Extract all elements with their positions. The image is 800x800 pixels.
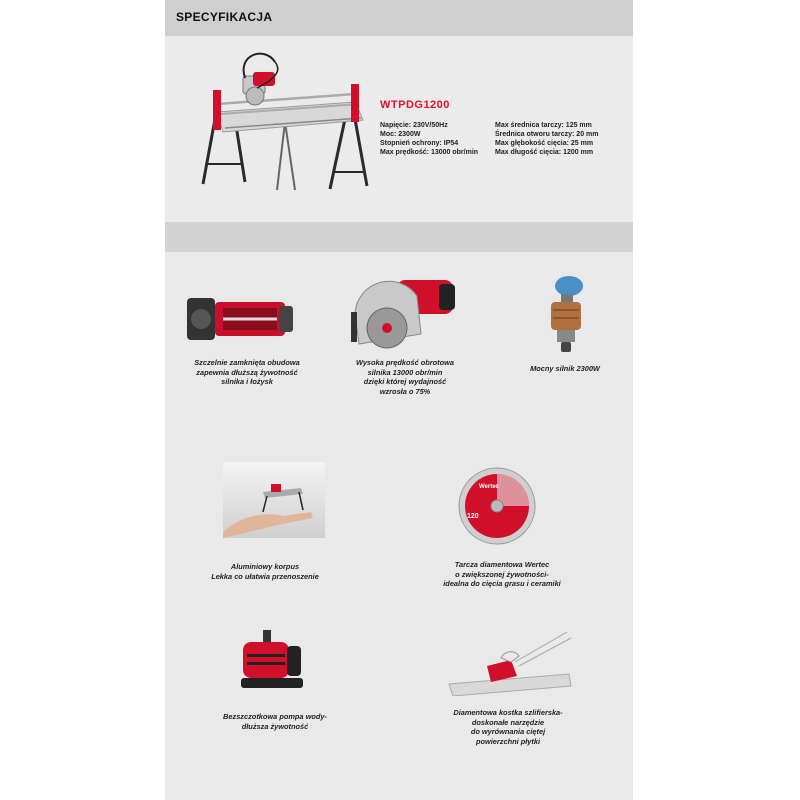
- saw-head-image: [347, 274, 462, 354]
- feature-caption-water-pump: Bezszczotkowa pompa wody- dłuższa żywotność: [223, 712, 327, 731]
- features-section: [165, 252, 633, 800]
- spec-cut-depth: Max głębokość cięcia: 25 mm: [495, 140, 594, 147]
- spec-speed: Max prędkość: 13000 obr/min: [380, 149, 479, 156]
- product-model: WTPDG1200: [380, 99, 450, 111]
- aluminium-body-image: [223, 462, 325, 538]
- disc-size: 120: [467, 513, 479, 520]
- grinding-block-image: [445, 632, 575, 696]
- spec-power: Moc: 2300W: [380, 131, 421, 138]
- feature-caption-aluminium: Aluminiowy korpus Lekka co ułatwia przenoszenie: [211, 562, 319, 581]
- spec-protection: Stopnień ochrony: IP54: [380, 140, 459, 147]
- motor-cutaway-image: [187, 290, 297, 348]
- spec-list-right: [495, 121, 625, 157]
- section-divider: [165, 222, 633, 252]
- spec-disc-diameter: Max średnica tarczy: 125 mm: [495, 122, 592, 129]
- spec-list-left: [380, 121, 505, 157]
- spec-section: [165, 36, 633, 222]
- spec-voltage: Napięcie: 230V/50Hz: [380, 122, 448, 129]
- tile-saw-image: [195, 44, 375, 192]
- spec-title: SPECYFIKACJA: [176, 10, 273, 24]
- feature-caption-motor: Mocny silnik 2300W: [530, 364, 600, 373]
- feature-caption-grinding-block: Diamentowa kostka szlifierska- doskonałe narzędzie do wyrównania ciętej powierzchni płytki: [453, 708, 563, 746]
- diamond-disc-image: [457, 466, 537, 546]
- spec-header: [165, 0, 633, 36]
- armature-image: [533, 272, 593, 354]
- feature-caption-diamond-disc: Tarcza diamentowa Wertec o zwiększonej żywotności- idealna do cięcia grasu i ceramiki: [443, 560, 561, 588]
- spec-cut-length: Max długość cięcia: 1200 mm: [495, 149, 594, 156]
- disc-brand: Wertec: [479, 484, 499, 490]
- water-pump-image: [237, 630, 307, 692]
- spec-disc-bore: Średnica otworu tarczy: 20 mm: [495, 131, 599, 138]
- feature-caption-sealed-housing: Szczelnie zamknięta obudowa zapewnia dłuższą żywotność silnika i łożysk: [194, 358, 300, 386]
- feature-caption-high-speed: Wysoka prędkość obrotowa silnika 13000 obr/min dzięki której wydajność wzrosła o 75%: [355, 358, 455, 396]
